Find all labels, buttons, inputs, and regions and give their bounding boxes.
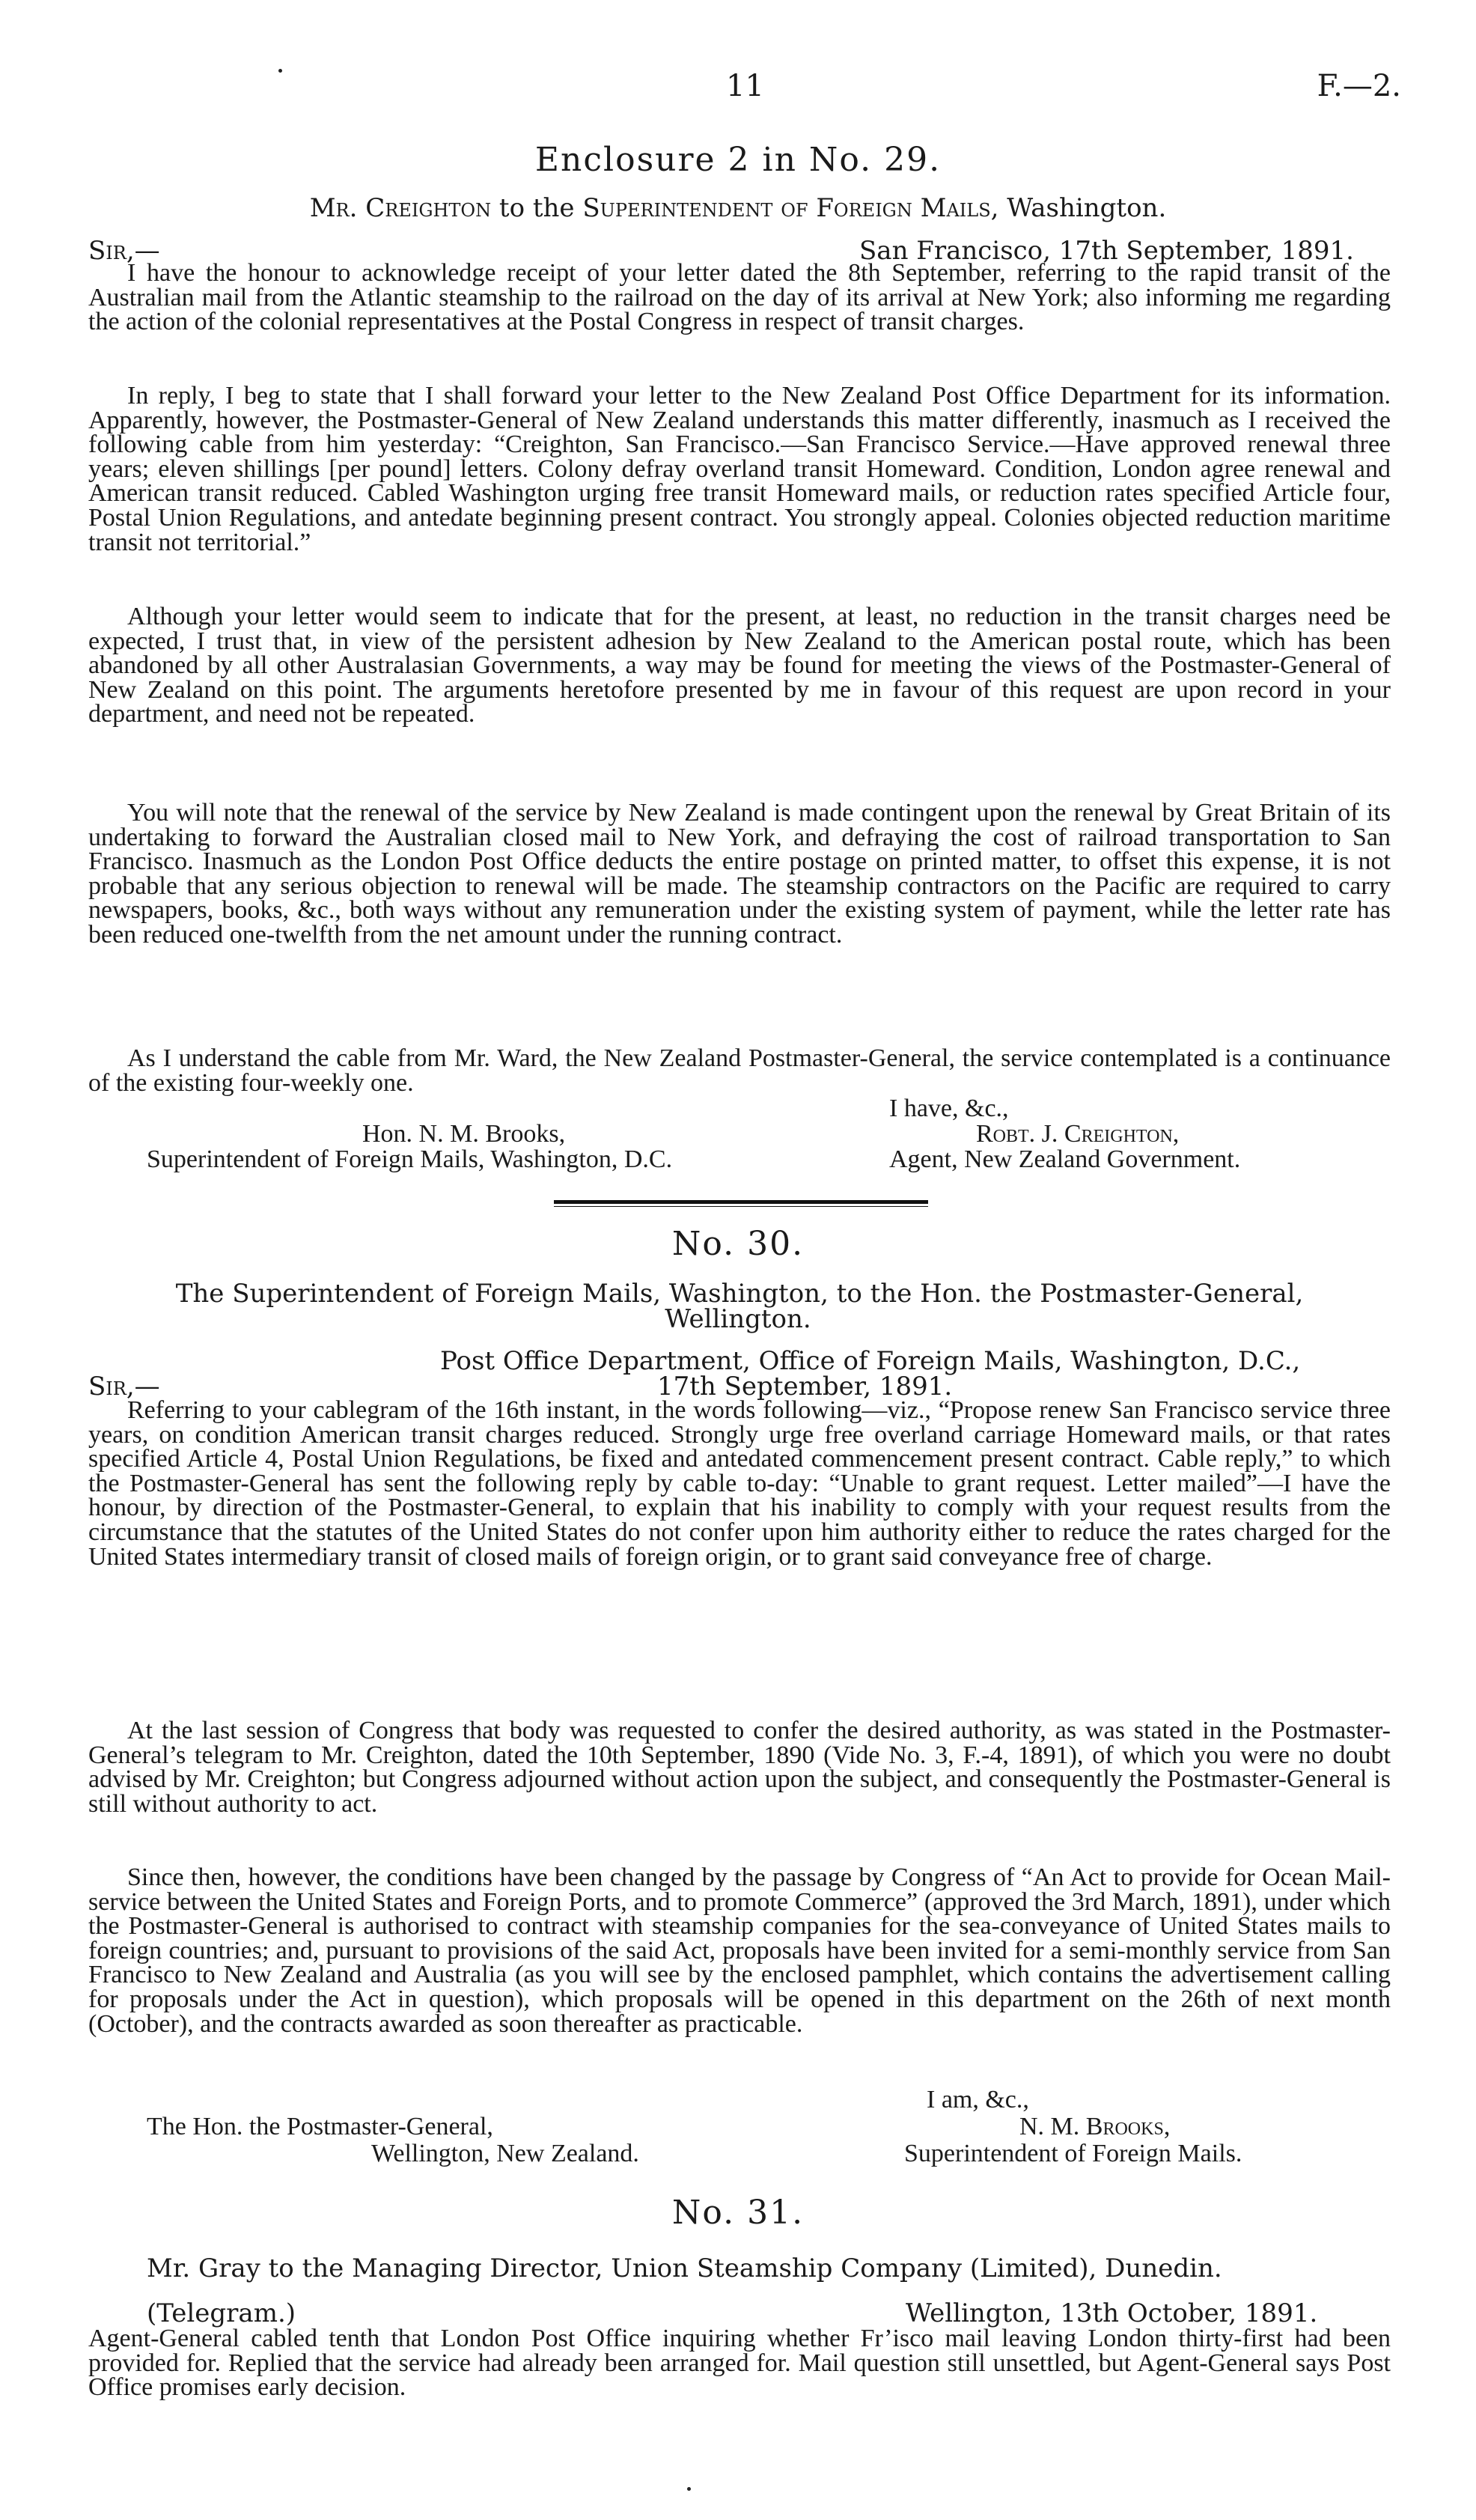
enclosure-recipient-place: Washington. bbox=[1007, 193, 1167, 223]
paper-reference: F.—2. bbox=[1317, 69, 1401, 103]
scan-speck bbox=[278, 69, 282, 73]
no30-signature-name: N. M. Brooks, bbox=[1019, 2113, 1171, 2140]
no30-date: 17th September, 1891. bbox=[657, 1372, 953, 1401]
enclosure-recipient-office: Superintendent of Foreign Mails, bbox=[582, 193, 999, 223]
enclosure-paragraph-2: In reply, I beg to state that I shall forward your letter to the New Zealand Post Office Department for its information. Apparently, however, the Postmaster-General of New Zealand understands this matter differently, inasmuch as I received the following cable from him yesterday: “Creighton, San Francisco.—San Francisco Service.—Have approved renewal three years; eleven shillings [per pound] letters. Colony defray overland transit Homeward. Condition, London agree renewal and American transit reduced. Cabled Washington urging free transit Homeward mails, or reduction rates specified Article four, Postal Union Regulations, and antedate beginning present contract. You strongly appeal. Colonies objected reduction maritime transit not territorial.” bbox=[88, 382, 1391, 556]
scan-speck bbox=[687, 2487, 691, 2491]
enclosure-paragraph-5: As I understand the cable from Mr. Ward, the New Zealand Postmaster-General, the service contemplated is a continuance of the existing four-weekly one. bbox=[88, 1044, 1391, 1097]
no31-form: (Telegram.) bbox=[147, 2298, 296, 2328]
enclosure-subtitle-link: to the bbox=[498, 193, 575, 223]
page-number: 11 bbox=[726, 69, 764, 103]
enclosure-subtitle bbox=[0, 193, 1476, 223]
enclosure-signature-title: Agent, New Zealand Government. bbox=[889, 1145, 1241, 1173]
enclosure-paragraph-3: Although your letter would seem to indicate that for the present, at least, no reduction in the transit charges need be expected, I trust that, in view of the persistent adhesion by New Zealand to the American postal route, which has been abandoned by all other Australasian Governments, a way may be found for meeting the views of the Postmaster-General of New Zealand on this point. The arguments heretofore presented by me in favour of this request are upon record in your department, and need not be repeated. bbox=[88, 603, 1391, 728]
no30-closing: I am, &c., bbox=[927, 2086, 1029, 2113]
no30-addressee-name: The Hon. the Postmaster-General, bbox=[147, 2113, 493, 2140]
section-divider bbox=[554, 1200, 928, 1207]
no30-title: No. 30. bbox=[671, 1225, 805, 1263]
enclosure-addressee-title: Superintendent of Foreign Mails, Washington, D.C. bbox=[147, 1145, 673, 1173]
enclosure-title: Enclosure 2 in No. 29. bbox=[534, 141, 942, 179]
no31-place-date: Wellington, 13th October, 1891. bbox=[906, 2298, 1318, 2328]
no30-subtitle-line2: Wellington. bbox=[665, 1304, 811, 1334]
no30-signature-title: Superintendent of Foreign Mails. bbox=[904, 2140, 1242, 2167]
no30-place: Post Office Department, Office of Foreign Mails, Washington, D.C., bbox=[440, 1346, 1301, 1376]
enclosure-sender-name: Mr. Creighton bbox=[309, 193, 492, 223]
enclosure-paragraph-1: I have the honour to acknowledge receipt of your letter dated the 8th September, referring to the rapid transit of the Australian mail from the Atlantic steamship to the railroad on the day of its arrival at New York; also informing me regarding the action of the colonial representatives at the Postal Congress in respect of transit charges. bbox=[88, 259, 1391, 336]
no31-title: No. 31. bbox=[671, 2194, 805, 2232]
enclosure-closing: I have, &c., bbox=[889, 1095, 1009, 1122]
no30-paragraph-3: Since then, however, the conditions have been changed by the passage by Congress of “An Act to provide for Ocean Mail-service between the United States and Foreign Ports, and to promote Commerce” (approved the 3rd March, 1891), under which the Postmaster-General is authorised to contract with steamship companies for the sea-conveyance of United States mails to foreign countries; and, pursuant to provisions of the said Act, proposals have been invited for a semi-monthly service from San Francisco to New Zealand and Australia (as you will see by the enclosed pamphlet, which contains the advertisement calling for proposals under the Act in question), which proposals will be opened in this department on the 26th of next month (October), and the contracts awarded as soon thereafter as practicable. bbox=[88, 1863, 1391, 2038]
no30-paragraph-1: Referring to your cablegram of the 16th instant, in the words following—viz., “Propose renew San Francisco service three years, on condition American transit charges reduced. Strongly urge free overland carriage Homeward mails, or that rates specified Article 4, Postal Union Regulations, be fixed and antedated commencement present contract. Cable reply,” to which the Postmaster-General has sent the following reply by cable to-day: “Unable to grant request. Letter mailed”—I have the honour, by direction of the Postmaster-General, to explain that his inability to comply with your request results from the circumstance that the statutes of the United States do not confer upon him authority either to reduce the rates charged for the United States intermediary transit of closed mails of foreign origin, or to grant said conveyance free of charge. bbox=[88, 1396, 1391, 1571]
enclosure-signature-name: Robt. J. Creighton, bbox=[976, 1120, 1180, 1148]
no31-subtitle: Mr. Gray to the Managing Director, Union Steamship Company (Limited), Dunedin. bbox=[147, 2253, 1222, 2283]
no30-paragraph-2: At the last session of Congress that body was requested to confer the desired authority, as was stated in the Postmaster-General’s telegram to Mr. Creighton, dated the 10th September, 1890 (Vide No. 3, F.-4, 1891), of which you were no doubt advised by Mr. Creighton; but Congress adjourned without action upon the subject, and consequently the Postmaster-General is still without authority to act. bbox=[88, 1717, 1391, 1818]
no30-subtitle-line1: The Superintendent of Foreign Mails, Washington, to the Hon. the Postmaster-General, bbox=[175, 1279, 1304, 1309]
enclosure-addressee-name: Hon. N. M. Brooks, bbox=[362, 1120, 566, 1148]
no31-paragraph: Agent-General cabled tenth that London Post Office inquiring whether Fr’isco mail leaving London thirty-first had been provided for. Replied that the service had already been arranged for. Mail question still unsettled, but Agent-General says Post Office promises early decision. bbox=[88, 2325, 1391, 2402]
enclosure-salutation: Sir,— bbox=[88, 236, 160, 266]
enclosure-place-date: San Francisco, 17th September, 1891. bbox=[859, 236, 1354, 266]
enclosure-paragraph-4: You will note that the renewal of the service by New Zealand is made contingent upon the renewal by Great Britain of its undertaking to forward the Australian closed mail to New York, and defraying the cost of railroad transportation to San Francisco. Inasmuch as the London Post Office deducts the entire postage on printed matter, to offset this expense, it is not probable that any serious objection to renewal will be made. The steamship contractors on the Pacific are required to carry newspapers, books, &c., both ways without any remuneration under the existing system of payment, while the letter rate has been reduced one-twelfth from the net amount under the running contract. bbox=[88, 799, 1391, 949]
no30-salutation: Sir,— bbox=[88, 1372, 160, 1401]
no30-addressee-place: Wellington, New Zealand. bbox=[371, 2140, 639, 2167]
